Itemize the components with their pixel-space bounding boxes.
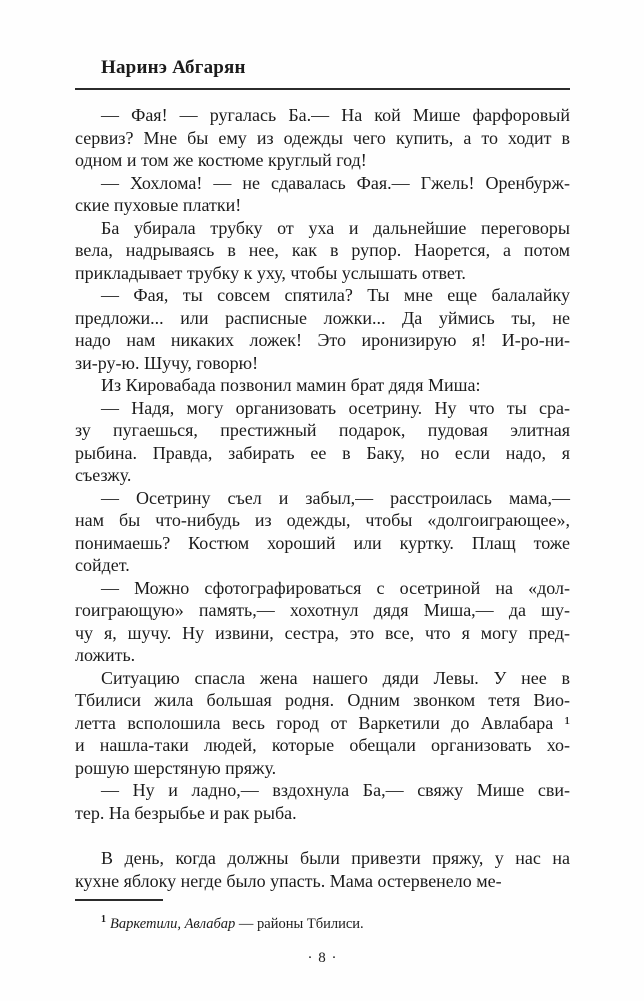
text-line: вела, надрываясь в нее, как в рупор. Наорется, а потом: [75, 240, 570, 260]
text-line: гоиграющую» память,— хохотнул дядя Миша,— да шу-: [75, 600, 570, 620]
paragraph: [75, 847, 570, 892]
footnote-marker: 1: [101, 914, 106, 925]
text-line: зу пугаешься, престижный подарок, пудовая элитная: [75, 420, 570, 440]
text-line: летта всполошила весь город от Варкетили до Авлабара ¹: [75, 712, 570, 733]
text-line: Ситуацию спасла жена нашего дяди Левы. У нее в: [101, 667, 570, 688]
paragraph: [75, 487, 570, 577]
text-line: — Ну и ладно,— вздохнула Ба,— свяжу Мише сви-: [101, 780, 570, 800]
text-line: прикладывает трубку к уху, чтобы услышать ответ.: [75, 262, 466, 283]
footnote-term: Варкетили, Авлабар: [110, 915, 236, 932]
text-line: ложить.: [75, 645, 136, 665]
paragraph: [75, 217, 570, 285]
paragraph: [75, 374, 570, 397]
footnote-definition: — районы Тбилиси.: [235, 915, 364, 932]
paragraph: [75, 172, 570, 217]
page-number: · 8 ·: [307, 949, 338, 966]
author-name: Наринэ Абгарян: [101, 57, 246, 78]
text-line: — Можно сфотографироваться с осетриной на «дол-: [101, 577, 570, 598]
body-text: [75, 104, 570, 892]
paragraph: [75, 779, 570, 824]
text-line: рошую шерстяную пряжу.: [75, 757, 277, 778]
running-header: [75, 56, 570, 90]
paragraph: [75, 667, 570, 780]
text-line: съезжу.: [75, 465, 132, 485]
text-line: сервиз? Мне бы ему из одежды чего купить, а то ходит в: [75, 127, 570, 148]
text-line: Из Кировабада позвонил мамин брат дядя Миша:: [101, 375, 481, 395]
text-line: В день, когда должны были привезти пряжу, у нас на: [101, 848, 570, 868]
text-line: — Фая! — ругалась Ба.— На кой Мише фарфоровый: [101, 105, 570, 125]
text-line: зи-ру-ю. Шучу, говорю!: [75, 352, 259, 373]
footnote: [101, 910, 570, 934]
header-rule: [75, 88, 570, 90]
footnote-separator: [75, 899, 163, 901]
text-line: и нашла-таки людей, которые обещали организовать хо-: [75, 735, 570, 755]
paragraph: [75, 577, 570, 667]
text-line: — Хохлома! — не сдавалась Фая.— Гжель! Оренбурж-: [101, 172, 570, 193]
text-line: надо нам никаких ложек! Это иронизирую я! И-ро-ни-: [75, 330, 570, 350]
text-line: понимаешь? Костюм хороший или куртку. Плащ тоже: [75, 532, 570, 553]
paragraph: [75, 397, 570, 487]
text-line: рыбина. Правда, забирать ее в Баку, но если надо, я: [75, 442, 570, 463]
text-line: одном и том же костюме круглый год!: [75, 150, 367, 170]
paragraph: [75, 104, 570, 172]
text-line: Тбилиси жила большая родня. Одним звонком тетя Вио-: [75, 690, 570, 710]
text-line: сойдет.: [75, 555, 130, 575]
paragraph: [75, 284, 570, 374]
text-line: тер. На безрыбье и рак рыба.: [75, 802, 297, 823]
text-line: — Надя, могу организовать осетрину. Ну что ты сра-: [101, 397, 570, 418]
text-line: Ба убирала трубку от уха и дальнейшие переговоры: [101, 217, 570, 238]
text-line: нам бы что-нибудь из одежды, чтобы «долгоиграющее»,: [75, 510, 570, 530]
text-line: ские пуховые платки!: [75, 195, 242, 215]
text-line: предложи... или расписные ложки... Да уймись ты, не: [75, 307, 570, 328]
text-line: кухне яблоку негде было упасть. Мама остервенело ме-: [75, 870, 502, 891]
text-line: — Фая, ты совсем спятила? Ты мне еще балалайку: [101, 285, 570, 305]
text-line: чу я, шучу. Ну извини, сестра, это все, что я могу пред-: [75, 622, 570, 643]
text-line: — Осетрину съел и забыл,— расстроилась мама,—: [101, 487, 570, 508]
